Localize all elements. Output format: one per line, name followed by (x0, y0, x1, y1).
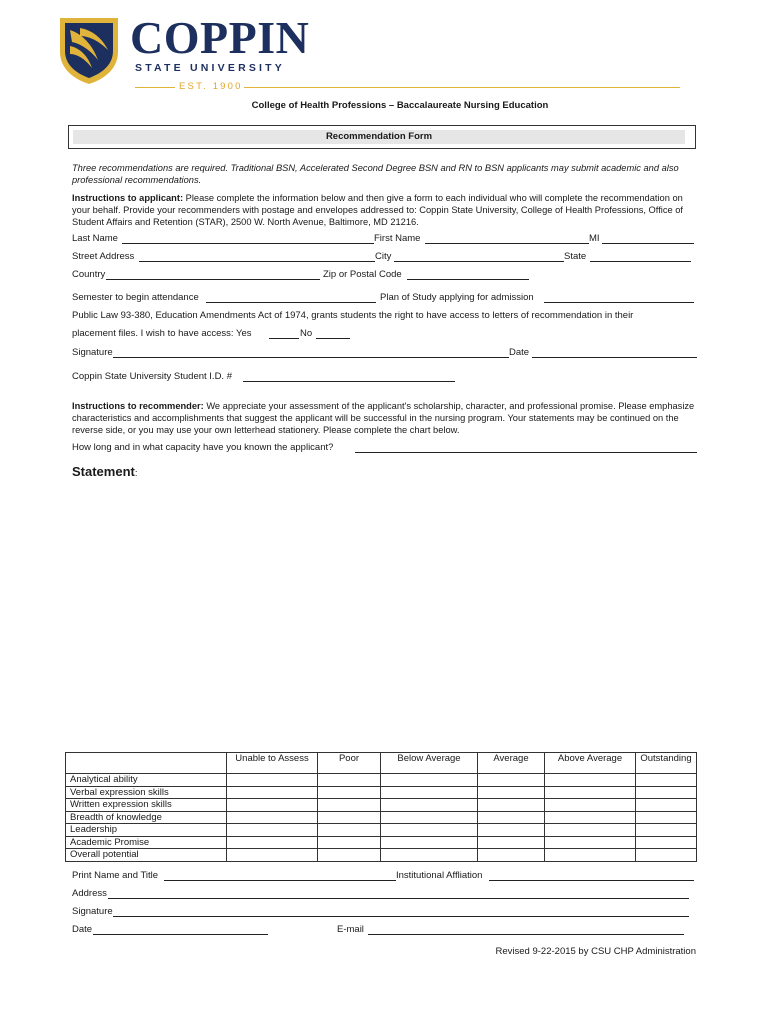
rating-cell[interactable] (545, 799, 636, 812)
rating-cell[interactable] (381, 786, 478, 799)
form-title-box (68, 125, 696, 149)
recommender-instructions (72, 400, 697, 436)
rating-row (66, 786, 697, 799)
applicant-instructions-heading: Instructions to applicant: (72, 193, 184, 203)
rating-cell[interactable] (318, 799, 381, 812)
rating-column-header: Average (478, 753, 545, 768)
applicant-signature-label: Signature (72, 347, 113, 358)
rating-cell[interactable] (381, 774, 478, 787)
state-field[interactable] (590, 261, 691, 262)
street-label: Street Address (72, 251, 135, 262)
established-year: EST. 1900 (179, 81, 243, 92)
state-label: State (564, 251, 587, 262)
rating-header-blank (66, 753, 227, 768)
rating-cell[interactable] (545, 824, 636, 837)
email-label: E-mail (337, 924, 364, 935)
semester-label: Semester to begin attendance (72, 292, 199, 303)
recommender-instructions-heading: Instructions to recommender: (72, 401, 204, 411)
statement-colon: : (134, 468, 138, 479)
statement-area[interactable] (72, 484, 697, 746)
rating-column-header: Poor (318, 753, 381, 768)
access-prefix: placement files. I wish to have access: Yes (72, 328, 252, 339)
institution-label: Institutional Affliation (396, 870, 483, 881)
student-id-label: Coppin State University Student I.D. # (72, 371, 232, 382)
city-field[interactable] (394, 261, 564, 262)
last-name-field[interactable] (122, 243, 374, 244)
rating-cell[interactable] (545, 849, 636, 862)
rating-cell[interactable] (636, 786, 697, 799)
plan-label: Plan of Study applying for admission (380, 292, 534, 303)
plan-field[interactable] (544, 302, 694, 303)
statement-heading (72, 464, 138, 479)
rating-cell[interactable] (381, 824, 478, 837)
university-subtitle: STATE UNIVERSITY (135, 62, 285, 74)
rating-cell[interactable] (545, 811, 636, 824)
rating-cell[interactable] (636, 824, 697, 837)
university-name: COPPIN (130, 12, 310, 63)
rating-cell[interactable] (227, 849, 318, 862)
rating-row-label: Written expression skills (66, 799, 227, 812)
rating-cell[interactable] (381, 849, 478, 862)
rating-cell[interactable] (478, 824, 545, 837)
print-name-label: Print Name and Title (72, 870, 159, 881)
requirements-note: Three recommendations are required. Traditional BSN, Accelerated Second Degree BSN and RN to BSN applicants may submit academic and also professional recommendations. (72, 163, 679, 185)
rating-column-header: Above Average (545, 753, 636, 768)
recommender-address-label: Address (72, 888, 107, 899)
rating-header-row (66, 753, 697, 768)
first-name-field[interactable] (425, 243, 589, 244)
rating-cell[interactable] (318, 786, 381, 799)
rating-cell[interactable] (318, 774, 381, 787)
zip-label: Zip or Postal Code (323, 269, 402, 280)
rating-cell[interactable] (227, 786, 318, 799)
zip-field[interactable] (407, 279, 529, 280)
country-label: Country (72, 269, 106, 280)
rating-cell[interactable] (636, 849, 697, 862)
rating-cell[interactable] (381, 811, 478, 824)
recommender-instructions-text: We appreciate your assessment of the applicant's scholarship, character, and professional promise. Please emphasize characteristics and accomplishments that suggest the applicant will be successful in the nursing program. Your statements may be continued on the reverse side, or you may use your own letterhead stationery. Please complete the chart below. (72, 401, 695, 435)
applicant-instructions-text: Please complete the information below and then give a form to each individual who will complete the recommendation on your behalf. Provide your recommenders with postage and envelopes addressed to: Coppin State University, College of Health Professions, Office of Student Affairs and Retention (STAR), 2500 W. North Avenue, Baltimore, MD 21216. (72, 193, 683, 227)
coppin-shield-logo (58, 16, 120, 86)
applicant-instructions (72, 192, 697, 228)
email-field[interactable] (368, 934, 684, 935)
first-name-label: First Name (374, 233, 421, 244)
rating-cell[interactable] (478, 786, 545, 799)
rating-cell[interactable] (545, 786, 636, 799)
rating-row (66, 849, 697, 862)
rating-cell[interactable] (636, 836, 697, 849)
recommender-signature-label: Signature (72, 906, 113, 917)
est-divider-left (135, 87, 175, 88)
est-divider-right (244, 87, 680, 88)
rating-table (65, 752, 697, 862)
street-field[interactable] (139, 261, 375, 262)
revision-note: Revised 9-22-2015 by CSU CHP Administration (495, 946, 696, 957)
rating-column-header: Outstanding (636, 753, 697, 768)
access-yes-field[interactable] (269, 338, 299, 339)
rating-cell[interactable] (318, 849, 381, 862)
rating-cell[interactable] (381, 836, 478, 849)
rating-cell[interactable] (227, 824, 318, 837)
rating-row (66, 799, 697, 812)
rating-cell[interactable] (318, 824, 381, 837)
applicant-signature-field[interactable] (113, 357, 509, 358)
rating-cell[interactable] (545, 836, 636, 849)
rating-column-header: Below Average (381, 753, 478, 768)
rating-row (66, 836, 697, 849)
rating-row (66, 811, 697, 824)
how-long-field[interactable] (355, 452, 697, 453)
rating-row-label: Academic Promise (66, 836, 227, 849)
access-no-label: No (300, 328, 313, 339)
applicant-date-label: Date (509, 347, 530, 358)
mi-label: MI (589, 233, 600, 244)
last-name-label: Last Name (72, 233, 118, 244)
rating-cell[interactable] (227, 774, 318, 787)
rating-cell[interactable] (227, 799, 318, 812)
rating-row-label: Verbal expression skills (66, 786, 227, 799)
rating-cell[interactable] (478, 774, 545, 787)
rating-cell[interactable] (636, 774, 697, 787)
rating-cell[interactable] (636, 799, 697, 812)
rating-cell[interactable] (478, 836, 545, 849)
recommender-address-field[interactable] (108, 898, 689, 899)
mi-field[interactable] (602, 243, 694, 244)
rating-cell[interactable] (381, 799, 478, 812)
form-title: Recommendation Form (73, 130, 685, 144)
recommender-date-field[interactable] (93, 934, 268, 935)
print-name-field[interactable] (164, 880, 396, 881)
college-title: College of Health Professions – Baccalaureate Nursing Education (251, 100, 549, 111)
public-law-text: Public Law 93-380, Education Amendments Act of 1974, grants students the right to have access to letters of recommendation in their (72, 310, 634, 321)
rating-cell[interactable] (478, 811, 545, 824)
applicant-date-field[interactable] (532, 357, 697, 358)
statement-label: Statement (72, 464, 135, 479)
recommender-date-label: Date (72, 924, 93, 935)
rating-cell[interactable] (478, 849, 545, 862)
rating-cell[interactable] (545, 774, 636, 787)
rating-column-header: Unable to Assess (227, 753, 318, 768)
recommender-signature-field[interactable] (113, 916, 689, 917)
rating-row (66, 774, 697, 787)
access-no-field[interactable] (316, 338, 350, 339)
rating-cell[interactable] (227, 811, 318, 824)
rating-cell[interactable] (478, 799, 545, 812)
rating-cell[interactable] (636, 811, 697, 824)
rating-body (66, 774, 697, 862)
how-long-label: How long and in what capacity have you known the applicant? (72, 442, 334, 453)
rating-cell[interactable] (318, 836, 381, 849)
semester-field[interactable] (206, 302, 376, 303)
rating-row-label: Leadership (66, 824, 227, 837)
rating-cell[interactable] (227, 836, 318, 849)
institution-field[interactable] (489, 880, 694, 881)
rating-row-label: Breadth of knowledge (66, 811, 227, 824)
student-id-field[interactable] (243, 381, 455, 382)
rating-row-label: Analytical ability (66, 774, 227, 787)
country-field[interactable] (106, 279, 320, 280)
rating-row-label: Overall potential (66, 849, 227, 862)
rating-row (66, 824, 697, 837)
city-label: City (375, 251, 392, 262)
rating-cell[interactable] (318, 811, 381, 824)
